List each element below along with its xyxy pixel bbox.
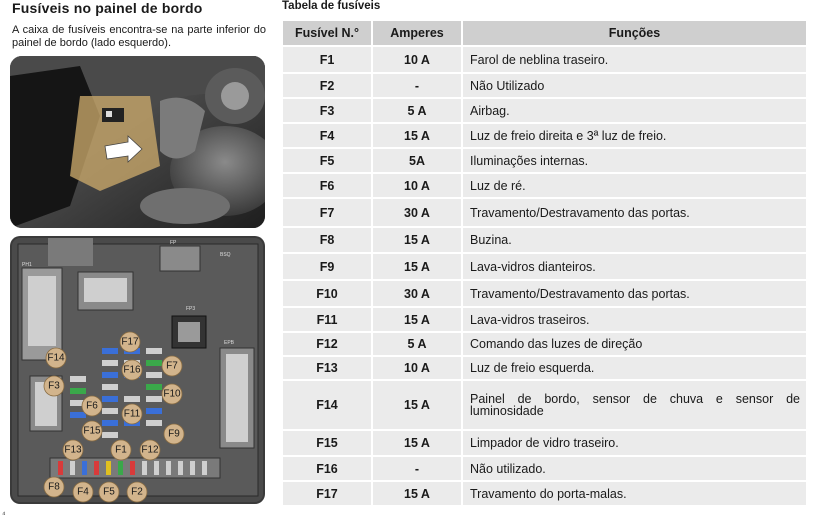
amps-cell: 15 A (372, 253, 462, 280)
svg-text:F1: F1 (115, 444, 127, 456)
amps-cell: 5A (372, 148, 462, 173)
fuse-table-title: Tabela de fusíveis (282, 0, 381, 12)
table-row (282, 227, 807, 253)
function-cell: Não Utilizado (462, 73, 807, 98)
page-corner-mark: ⁴ (2, 510, 6, 519)
fuse-label-f12 (140, 440, 160, 460)
fuse-label-f10 (162, 384, 182, 404)
amps-cell: 30 A (372, 198, 462, 227)
svg-text:F11: F11 (123, 408, 141, 420)
fuse-cell: F4 (282, 123, 372, 148)
amps-cell: - (372, 456, 462, 481)
table-row (282, 123, 807, 148)
table-row (282, 307, 807, 332)
table-row (282, 46, 807, 73)
amps-cell: 10 A (372, 46, 462, 73)
amps-cell: 15 A (372, 123, 462, 148)
dashboard-illustration (10, 56, 265, 228)
connector-code: FP (170, 240, 177, 246)
fuse-box-intro: A caixa de fusíveis encontra-se na parte inferior do painel de bordo (lado esquerdo). (12, 24, 266, 49)
fuse-cell: F14 (282, 380, 372, 430)
fuse-label-f4 (73, 482, 93, 502)
svg-text:F10: F10 (163, 388, 181, 400)
fuse-label-f14 (46, 348, 66, 368)
fuse-cell: F5 (282, 148, 372, 173)
function-cell: Luz de freio esquerda. (462, 356, 807, 380)
fuse-label-f7 (162, 356, 182, 376)
fuse-cell: F2 (282, 73, 372, 98)
amps-cell: 15 A (372, 430, 462, 456)
amps-cell: 15 A (372, 307, 462, 332)
function-cell: Iluminações internas. (462, 148, 807, 173)
function-cell: Airbag. (462, 98, 807, 123)
fuse-cell: F16 (282, 456, 372, 481)
svg-text:F2: F2 (131, 486, 143, 498)
svg-text:F7: F7 (166, 360, 178, 372)
amps-cell: 15 A (372, 380, 462, 430)
fuse-cell: F17 (282, 481, 372, 506)
header-amps: Amperes (372, 20, 462, 46)
table-row (282, 356, 807, 380)
connector-code: BSQ (220, 252, 231, 258)
svg-text:F14: F14 (47, 352, 65, 364)
table-row (282, 98, 807, 123)
fuse-cell: F10 (282, 280, 372, 307)
function-cell: Limpador de vidro traseiro. (462, 430, 807, 456)
fuse-cell: F6 (282, 173, 372, 198)
header-functions: Funções (462, 20, 807, 46)
fuse-table (281, 19, 808, 507)
function-cell: Luz de freio direita e 3ª luz de freio. (462, 123, 807, 148)
fuse-label-f11 (122, 404, 142, 424)
fuse-label-f2 (127, 482, 147, 502)
fuse-label-f5 (99, 482, 119, 502)
svg-text:F4: F4 (77, 486, 89, 498)
table-row (282, 380, 807, 430)
amps-cell: 30 A (372, 280, 462, 307)
connector-code: FP3 (186, 306, 196, 312)
svg-text:F12: F12 (141, 444, 159, 456)
table-row (282, 148, 807, 173)
table-row (282, 481, 807, 506)
table-row (282, 253, 807, 280)
fuse-label-f9 (164, 424, 184, 444)
connector-code: EPB (224, 340, 235, 346)
svg-text:F3: F3 (48, 380, 60, 392)
dashboard-photo (10, 56, 265, 228)
function-cell: Travamento/Destravamento das portas. (462, 198, 807, 227)
table-row (282, 73, 807, 98)
svg-text:F5: F5 (103, 486, 115, 498)
header-fuse: Fusível N.° (282, 20, 372, 46)
svg-text:F13: F13 (64, 444, 82, 456)
table-row (282, 173, 807, 198)
fuse-label-f6 (82, 396, 102, 416)
svg-text:F17: F17 (121, 336, 139, 348)
fuse-label-f15 (82, 421, 102, 441)
function-cell: Farol de neblina traseiro. (462, 46, 807, 73)
amps-cell: 10 A (372, 356, 462, 380)
table-row (282, 456, 807, 481)
function-cell: Travamento/Destravamento das portas. (462, 280, 807, 307)
function-cell: Lava-vidros traseiros. (462, 307, 807, 332)
fuse-label-f3 (44, 376, 64, 396)
fuse-cell: F13 (282, 356, 372, 380)
fuse-label-f1 (111, 440, 131, 460)
svg-text:F9: F9 (168, 428, 180, 440)
table-row (282, 430, 807, 456)
fuse-box-title: Fusíveis no painel de bordo (12, 0, 203, 16)
function-cell: Lava-vidros dianteiros. (462, 253, 807, 280)
fuse-cell: F12 (282, 332, 372, 356)
fuse-label-f17 (120, 332, 140, 352)
fuse-cell: F3 (282, 98, 372, 123)
amps-cell: 15 A (372, 481, 462, 506)
function-cell: Travamento do porta-malas. (462, 481, 807, 506)
fuse-cell: F15 (282, 430, 372, 456)
fuse-label-f13 (63, 440, 83, 460)
fuse-cell: F11 (282, 307, 372, 332)
svg-text:F16: F16 (123, 364, 141, 376)
amps-cell: 5 A (372, 98, 462, 123)
table-row (282, 332, 807, 356)
fuse-box-diagram (10, 236, 265, 504)
function-cell: Painel de bordo, sensor de chuva e sensor de luminosidade (462, 380, 807, 430)
fuse-layout-drawing (10, 236, 265, 504)
amps-cell: 10 A (372, 173, 462, 198)
function-cell: Buzina. (462, 227, 807, 253)
fuse-cell: F7 (282, 198, 372, 227)
function-cell: Não utilizado. (462, 456, 807, 481)
svg-text:F8: F8 (48, 481, 60, 493)
fuse-cell: F1 (282, 46, 372, 73)
amps-cell: 5 A (372, 332, 462, 356)
fuse-cell: F9 (282, 253, 372, 280)
function-cell: Comando das luzes de direção (462, 332, 807, 356)
table-row (282, 280, 807, 307)
function-cell: Luz de ré. (462, 173, 807, 198)
fuse-cell: F8 (282, 227, 372, 253)
table-header-row (282, 20, 807, 46)
amps-cell: - (372, 73, 462, 98)
connector-code: PH1 (22, 262, 32, 268)
amps-cell: 15 A (372, 227, 462, 253)
fuse-label-f8 (44, 477, 64, 497)
table-row (282, 198, 807, 227)
svg-text:F15: F15 (83, 425, 101, 437)
svg-text:F6: F6 (86, 400, 98, 412)
fuse-label-f16 (122, 360, 142, 380)
